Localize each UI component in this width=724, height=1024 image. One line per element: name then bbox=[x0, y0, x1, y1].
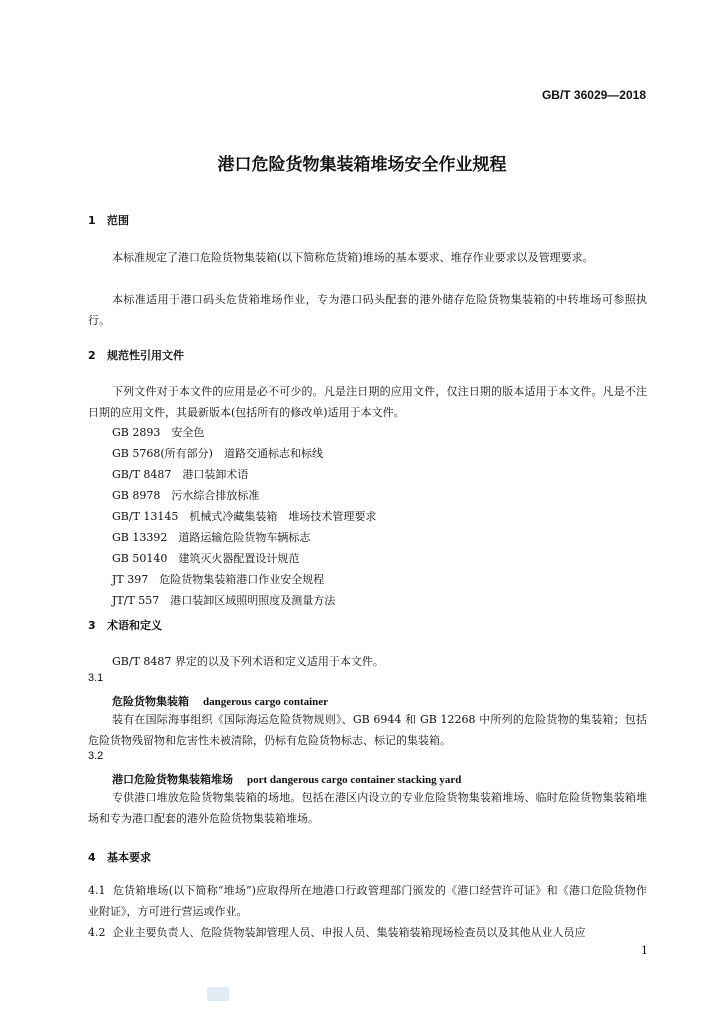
clause-4-1 bbox=[88, 880, 647, 922]
section-title: 术语和定义 bbox=[107, 619, 162, 632]
term-english: dangerous cargo container bbox=[203, 696, 329, 708]
reference-item: GB 13392 道路运输危险货物车辆标志 bbox=[112, 531, 311, 544]
term-heading bbox=[112, 693, 328, 709]
reference-item: JT 397 危险货物集装箱港口作业安全规程 bbox=[112, 573, 325, 586]
section-1-heading bbox=[88, 212, 129, 228]
page-number: 1 bbox=[641, 944, 648, 957]
term-chinese: 危险货物集装箱 bbox=[112, 695, 189, 708]
clause-text: 企业主要负责人、危险货物装卸管理人员、申报人员、集装箱装箱现场检查员以及其他从业人员应 bbox=[112, 926, 586, 939]
section-number: 2 bbox=[88, 349, 96, 362]
scope-paragraph-1: 本标准规定了港口危险货物集装箱(以下简称危货箱)堆场的基本要求、堆存作业要求以及管理要求。 bbox=[112, 251, 594, 264]
section-3-heading bbox=[88, 617, 162, 633]
term-definition: 装有在国际海事组织《国际海运危险货物规则》、GB 6944 和 GB 12268 中所列的危险货物的集装箱；包括危险货物残留物和危害性未被清除，仍标有危险货物标志、标记的集装箱。 bbox=[88, 713, 647, 747]
clause-number: 4.2 bbox=[88, 926, 106, 939]
clause-text: 危货箱堆场(以下简称“堆场”)应取得所在地港口行政管理部门颁发的《港口经营许可证》和《港口危险货物作业附证》，方可进行营运或作业。 bbox=[88, 884, 647, 918]
section-title: 基本要求 bbox=[107, 851, 151, 864]
reference-item: GB 50140 建筑灭火器配置设计规范 bbox=[112, 552, 300, 565]
reference-item: GB 5768(所有部分) 道路交通标志和标线 bbox=[112, 447, 323, 460]
scope-paragraph-2: 本标准适用于港口码头危货箱堆场作业，专为港口码头配套的港外储存危险货物集装箱的中转堆场可参照执行。 bbox=[88, 293, 647, 327]
term-english: port dangerous cargo container stacking yard bbox=[247, 774, 462, 786]
terms-intro: GB/T 8487 界定的以及下列术语和定义适用于本文件。 bbox=[112, 655, 384, 668]
term-number: 3.2 bbox=[88, 750, 104, 762]
reference-item: GB/T 13145 机械式冷藏集装箱 堆场技术管理要求 bbox=[112, 510, 377, 523]
reference-item: GB 8978 污水综合排放标准 bbox=[112, 489, 260, 502]
section-number: 4 bbox=[88, 851, 96, 864]
section-number: 3 bbox=[88, 619, 96, 632]
term-chinese: 港口危险货物集装箱堆场 bbox=[112, 773, 233, 786]
document-title: 港口危险货物集装箱堆场安全作业规程 bbox=[217, 155, 507, 175]
term-heading bbox=[112, 771, 461, 787]
section-number: 1 bbox=[88, 214, 96, 227]
clause-4-2 bbox=[88, 922, 647, 943]
watermark-stamp bbox=[207, 987, 229, 1001]
reference-item: GB 2893 安全色 bbox=[112, 426, 205, 439]
section-title: 规范性引用文件 bbox=[107, 349, 184, 362]
clause-number: 4.1 bbox=[88, 884, 106, 897]
reference-item: JT/T 557 港口装卸区域照明照度及测量方法 bbox=[112, 594, 336, 607]
standard-number: GB/T 36029—2018 bbox=[541, 88, 646, 102]
references-intro: 下列文件对于本文件的应用是必不可少的。凡是注日期的应用文件，仅注日期的版本适用于本文件。凡是不注日期的应用文件，其最新版本(包括所有的修改单)适用于本文件。 bbox=[88, 385, 647, 419]
section-2-heading bbox=[88, 347, 184, 363]
section-title: 范围 bbox=[107, 214, 129, 227]
term-number: 3.1 bbox=[88, 672, 104, 684]
section-4-heading bbox=[88, 849, 151, 865]
term-definition: 专供港口堆放危险货物集装箱的场地。包括在港区内设立的专业危险货物集装箱堆场、临时危险货物集装箱堆场和专为港口配套的港外危险货物集装箱堆场。 bbox=[88, 791, 647, 825]
reference-item: GB/T 8487 港口装卸术语 bbox=[112, 468, 249, 481]
